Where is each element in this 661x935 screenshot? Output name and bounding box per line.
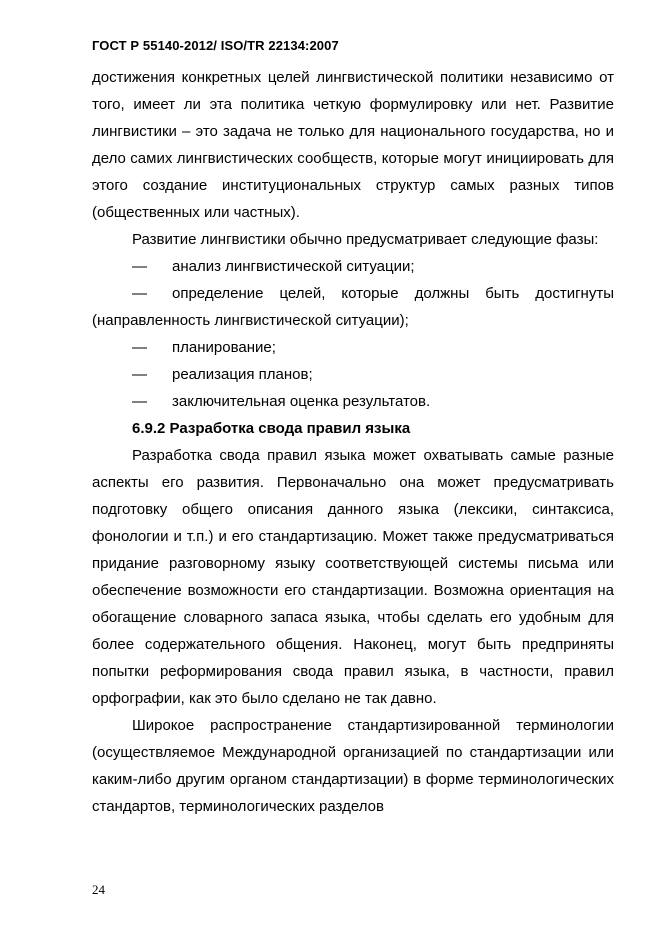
section-heading: 6.9.2 Разработка свода правил языка [132, 420, 411, 437]
list-item-text: заключительная оценка результатов. [172, 393, 431, 410]
page-number: 24 [92, 882, 105, 897]
document-header: ГОСТ Р 55140-2012/ ISO/TR 22134:2007 [92, 38, 339, 53]
document-body [92, 64, 614, 820]
paragraph-terminology: Широкое распространение стандартизированной терминологии (осуществляемое Международной организацией по стандартизации или каким-либо другим органом стандартизации) в форме терминологических стандартов, терминологических разделов [92, 717, 614, 815]
dash-marker: — [132, 366, 147, 383]
paragraph-language-development: достижения конкретных целей лингвистической политики независимо от того, имеет ли эта политика четкую формулировку или нет. Развитие лингвистики – это задача не только для национального государства, но и дело самих лингвистических сообществ, которые могут инициировать для этого создание институциональных структур самых разных типов (общественных или частных). [92, 69, 614, 221]
list-item [92, 253, 614, 280]
dash-marker: — [132, 339, 147, 356]
list-item [92, 280, 614, 334]
phases-list [92, 253, 614, 415]
list-item [92, 388, 614, 415]
list-item-text: анализ лингвистической ситуации; [172, 258, 415, 275]
dash-marker: — [132, 258, 147, 275]
dash-marker: — [132, 285, 147, 302]
list-item-text: планирование; [172, 339, 276, 356]
paragraph-phases-intro: Развитие лингвистики обычно предусматривает следующие фазы: [132, 231, 599, 248]
list-item-text: реализация планов; [172, 366, 313, 383]
list-item-text: определение целей, которые должны быть достигнуты (направленность лингвистической ситуации); [92, 285, 614, 329]
list-item [92, 361, 614, 388]
paragraph-codification: Разработка свода правил языка может охватывать самые разные аспекты его развития. Первоначально она может предусматривать подготовку общего описания данного языка (лексики, синтаксиса, фонологии и т.п.) и его стандартизацию. Может также предусматриваться придание разговорному языку соответствующей системы письма или обеспечение возможности его стандартизации. Возможна ориентация на обогащение словарного запаса языка, чтобы сделать его удобным для более содержательного общения. Наконец, могут быть предприняты попытки реформирования свода правил языка, в частности, правил орфографии, как это было сделано не так давно. [92, 447, 614, 707]
list-item [92, 334, 614, 361]
dash-marker: — [132, 393, 147, 410]
